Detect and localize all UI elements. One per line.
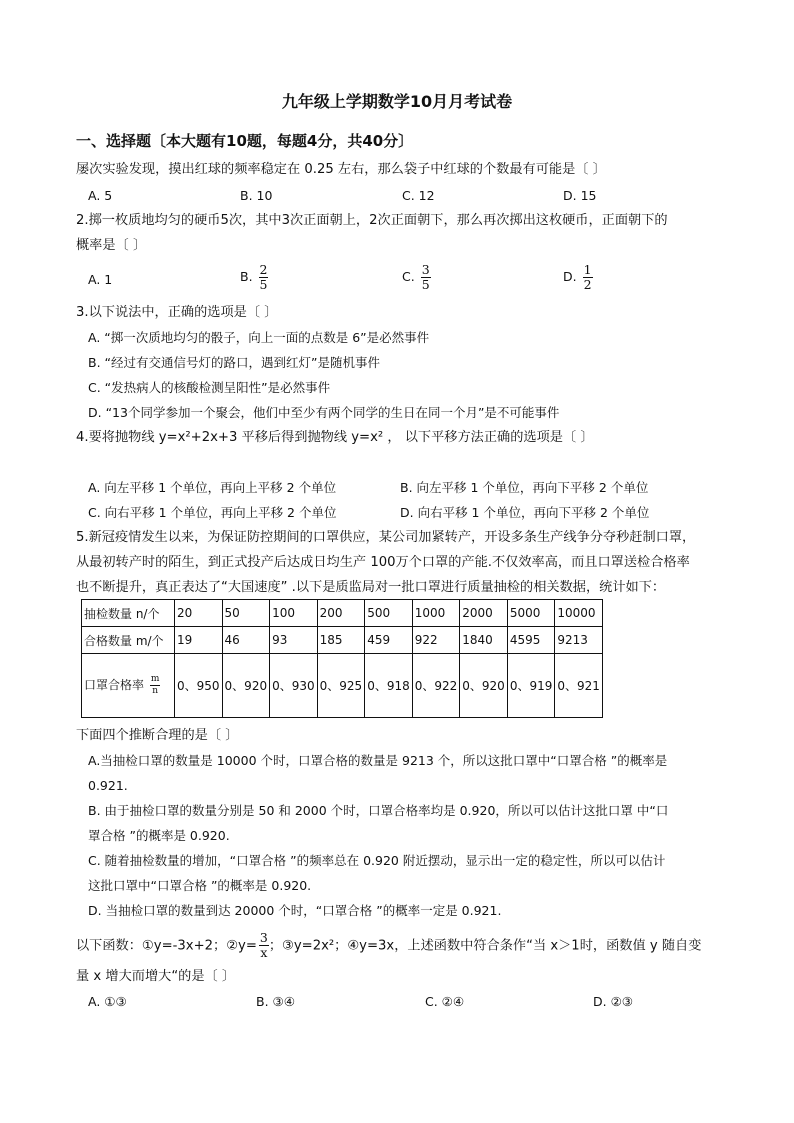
fraction-numerator: 3 xyxy=(259,930,268,945)
q2-option-c-label: C. xyxy=(402,269,419,284)
fraction-denominator: 5 xyxy=(259,277,268,292)
table-row xyxy=(82,627,603,654)
q4-option-a: A. 向左平移 1 个单位，再向上平移 2 个单位 xyxy=(88,480,337,495)
q6-option-b: B. ③④ xyxy=(256,994,295,1009)
table-cell: 1840 xyxy=(460,627,508,654)
q5-option-d-line1: D. 当抽检口罩的数量到达 20000 个时，“口罩合格 ”的概率一定是 0.921. xyxy=(88,903,502,918)
q2-option-a: A. 1 xyxy=(88,272,113,287)
inspection-table xyxy=(81,599,603,718)
q2-option-c xyxy=(402,264,431,291)
q1-option-c: C. 12 xyxy=(402,188,435,203)
table-cell: 50 xyxy=(222,600,270,627)
q4-option-b: B. 向左平移 1 个单位，再向下平移 2 个单位 xyxy=(400,480,649,495)
table-cell: 0、930 xyxy=(270,654,318,718)
q5-prompt: 下面四个推断合理的是〔 〕 xyxy=(76,728,239,743)
q3-option-d: D. “13个同学参加一个聚会，他们中至少有两个同学的生日在同一个月”是不可能事件 xyxy=(88,405,560,420)
fraction-denominator: n xyxy=(152,686,159,696)
rate-label: 口罩合格率 xyxy=(84,678,145,692)
q6-stem-line1 xyxy=(76,932,701,959)
table-row-header xyxy=(82,654,175,718)
table-row xyxy=(82,600,603,627)
table-cell: 0、922 xyxy=(412,654,460,718)
q5-option-a-line2: 0.921. xyxy=(88,778,128,793)
table-cell: 0、925 xyxy=(317,654,365,718)
fraction-denominator: 2 xyxy=(583,277,592,292)
table-cell: 922 xyxy=(412,627,460,654)
q4-stem: 4.要将抛物线 y=x²+2x+3 平移后得到抛物线 y=x² ， 以下平移方法正确的选项是〔 〕 xyxy=(76,430,594,445)
fraction-denominator: 5 xyxy=(421,277,430,292)
fraction-numerator: m xyxy=(150,674,160,684)
fraction xyxy=(421,264,431,291)
q4-option-c: C. 向右平移 1 个单位，再向上平移 2 个单位 xyxy=(88,505,337,520)
table-cell: 0、918 xyxy=(365,654,413,718)
q5-stem-line1: 5.新冠疫情发生以来，为保证防控期间的口罩供应，某公司加紧转产，开设多条生产线争分夺秒赶制口罩， xyxy=(76,530,696,545)
q3-option-a: A. “掷一次质地均匀的骰子，向上一面的点数是 6”是必然事件 xyxy=(88,330,430,345)
fraction-numerator: 2 xyxy=(259,262,268,277)
q4-option-d: D. 向右平移 1 个单位，再向下平移 2 个单位 xyxy=(400,505,650,520)
table-cell: 0、919 xyxy=(507,654,555,718)
table-cell: 0、920 xyxy=(460,654,508,718)
table-cell: 1000 xyxy=(412,600,460,627)
q5-option-a-line1: A.当抽检口罩的数量是 10000 个时，口罩合格的数量是 9213 个，所以这批口罩中“口罩合格 ”的概率是 xyxy=(88,753,668,768)
table-cell: 4595 xyxy=(507,627,555,654)
table-cell: 2000 xyxy=(460,600,508,627)
q5-option-c-line2: 这批口罩中“口罩合格 ”的概率是 0.920. xyxy=(88,878,312,893)
fraction-numerator: 1 xyxy=(583,262,592,277)
q2-stem-line2: 概率是〔 〕 xyxy=(76,238,147,253)
fraction xyxy=(150,675,161,696)
table-cell: 185 xyxy=(317,627,365,654)
q2-option-d-label: D. xyxy=(563,269,581,284)
fraction xyxy=(259,932,269,959)
q2-option-b-label: B. xyxy=(240,269,257,284)
table-cell: 0、920 xyxy=(222,654,270,718)
table-cell: 500 xyxy=(365,600,413,627)
table-cell: 46 xyxy=(222,627,270,654)
q2-option-b xyxy=(240,264,268,291)
q2-stem-line1: 2.掷一枚质地均匀的硬币5次，其中3次正面朝上，2次正面朝下，那么再次掷出这枚硬币，正面朝下的 xyxy=(76,213,668,228)
q3-stem: 3.以下说法中，正确的选项是〔 〕 xyxy=(76,305,278,320)
q6-option-a: A. ①③ xyxy=(88,994,127,1009)
table-cell: 9213 xyxy=(555,627,603,654)
table-cell: 200 xyxy=(317,600,365,627)
q3-option-b: B. “经过有交通信号灯的路口，遇到红灯”是随机事件 xyxy=(88,355,380,370)
fraction-numerator: 3 xyxy=(421,262,430,277)
q1-option-b: B. 10 xyxy=(240,188,273,203)
table-cell: 93 xyxy=(270,627,318,654)
q6-option-c: C. ②④ xyxy=(425,994,465,1009)
section-heading: 一、选择题〔本大题有10题，每题4分，共40分〕 xyxy=(76,132,414,150)
q5-option-b-line2: 罩合格 ”的概率是 0.920. xyxy=(88,828,230,843)
q6-stem-line2: 量 x 增大而增大“的是〔 〕 xyxy=(76,969,236,984)
table-row xyxy=(82,654,603,718)
q6-option-d: D. ②③ xyxy=(593,994,633,1009)
q1-option-d: D. 15 xyxy=(563,188,597,203)
q5-stem-line3: 也不断提升，真正表达了“大国速度” .以下是质监局对一批口罩进行质量抽检的相关数据，统计如下： xyxy=(76,580,666,595)
table-cell: 0、921 xyxy=(555,654,603,718)
q1-stem: 屡次实验发现，摸出红球的频率稳定在 0.25 左右，那么袋子中红球的个数最有可能是〔 〕 xyxy=(76,162,606,177)
q5-option-b-line1: B. 由于抽检口罩的数量分别是 50 和 2000 个时，口罩合格率均是 0.920，所以可以估计这批口罩 中“口 xyxy=(88,803,669,818)
q3-option-c: C. “发热病人的核酸检测呈阳性”是必然事件 xyxy=(88,380,331,395)
q6-stem-part1: 以下函数：①y=-3x+2；②y= xyxy=(76,938,257,954)
table-cell: 0、950 xyxy=(175,654,223,718)
table-cell: 100 xyxy=(270,600,318,627)
table-cell: 459 xyxy=(365,627,413,654)
table-cell: 10000 xyxy=(555,600,603,627)
q6-stem-part2: ；③y=2x²；④y=3x，上述函数中符合条作“当 x＞1时，函数值 y 随自变 xyxy=(268,938,702,954)
page-title: 九年级上学期数学10月月考试卷 xyxy=(281,92,513,111)
table-cell: 5000 xyxy=(507,600,555,627)
table-row-header: 抽检数量 n/个 xyxy=(82,600,175,627)
q1-option-a: A. 5 xyxy=(88,188,113,203)
q5-stem-line2: 从最初转产时的陌生，到正式投产后达成日均生产 100万个口罩的产能.不仅效率高，而且口罩送检合格率 xyxy=(76,555,690,570)
table-cell: 19 xyxy=(175,627,223,654)
q2-option-d xyxy=(563,264,593,291)
fraction-denominator: x xyxy=(260,945,268,960)
table-cell: 20 xyxy=(175,600,223,627)
table-row-header: 合格数量 m/个 xyxy=(82,627,175,654)
q5-option-c-line1: C. 随着抽检数量的增加，“口罩合格 ”的频率总在 0.920 附近摆动，显示出一定的稳定性，所以可以估计 xyxy=(88,853,666,868)
fraction xyxy=(583,264,593,291)
fraction xyxy=(259,264,269,291)
